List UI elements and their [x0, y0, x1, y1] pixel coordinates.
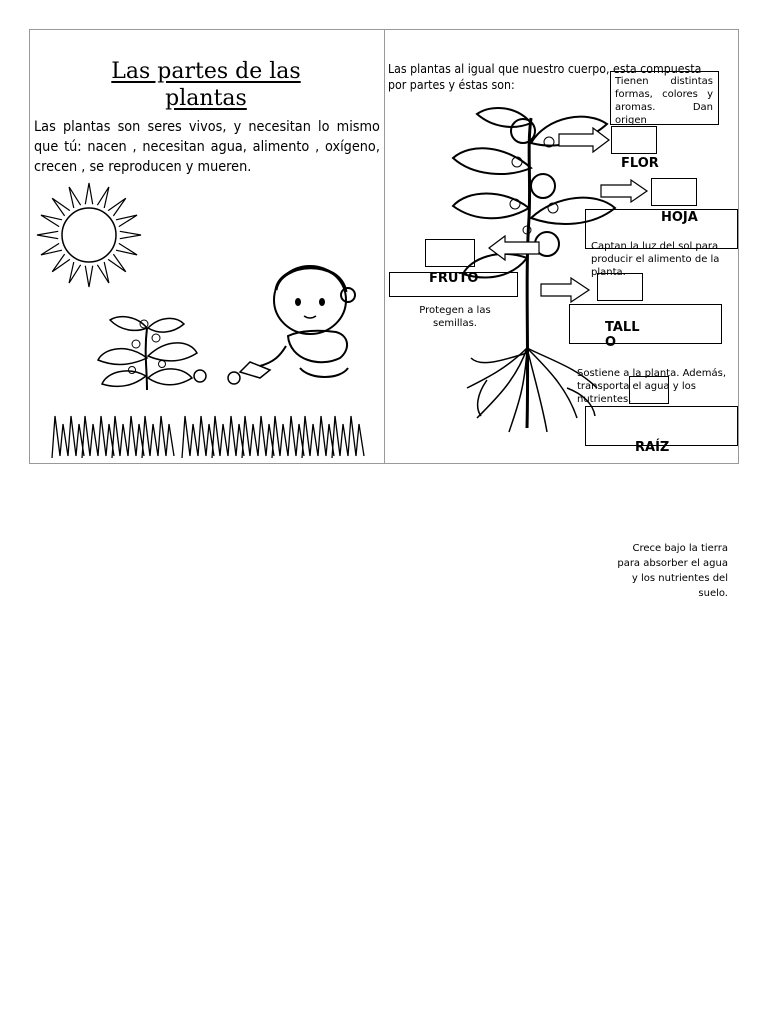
hoja-description: Captan la luz del sol para producir el alimento de la planta.: [591, 241, 720, 278]
intro-paragraph: Las plantas son seres vivos, y necesitan lo mismo que tú: nacen , necesitan agua, alimento , oxígeno, crecen , se reproducen y mueren.: [34, 119, 380, 175]
fruto-answer-box[interactable]: [425, 239, 475, 267]
raiz-label: RAÍZ: [635, 440, 670, 455]
tallo-label-box: [569, 304, 722, 344]
tallo-label: TALL O: [605, 320, 640, 350]
raiz-description: Crece bajo la tierra para absorber el agua y los nutrientes del suelo.: [617, 543, 728, 599]
right-panel: [384, 29, 739, 464]
tallo-description: Sostiene a la planta. Además, transporta el agua y los nutrientes.: [577, 368, 727, 405]
grass-illustration: [52, 398, 372, 463]
fruto-description: Protegen a las semillas.: [419, 305, 491, 329]
flor-description: Tienen distintas formas, colores y aromas. Dan origen: [615, 76, 713, 126]
plant-illustration: [92, 298, 202, 393]
page-title: Las partes de las plantas: [111, 59, 301, 111]
hoja-answer-box[interactable]: [651, 178, 697, 206]
fruto-label: FRUTO: [429, 271, 479, 286]
arrow-hoja: [599, 178, 651, 204]
flor-answer-box[interactable]: [611, 126, 657, 154]
girl-illustration: [190, 250, 360, 390]
arrow-tallo: [539, 276, 595, 304]
hoja-label: HOJA: [661, 210, 698, 225]
parts-intro: Las plantas al igual que nuestro cuerpo, esta compuesta por partes y éstas son:: [388, 62, 702, 92]
arrow-flor: [557, 126, 613, 154]
sun-illustration: [34, 180, 144, 290]
left-panel: [29, 29, 385, 464]
arrow-fruto: [485, 234, 541, 262]
flor-label: FLOR: [621, 156, 659, 171]
